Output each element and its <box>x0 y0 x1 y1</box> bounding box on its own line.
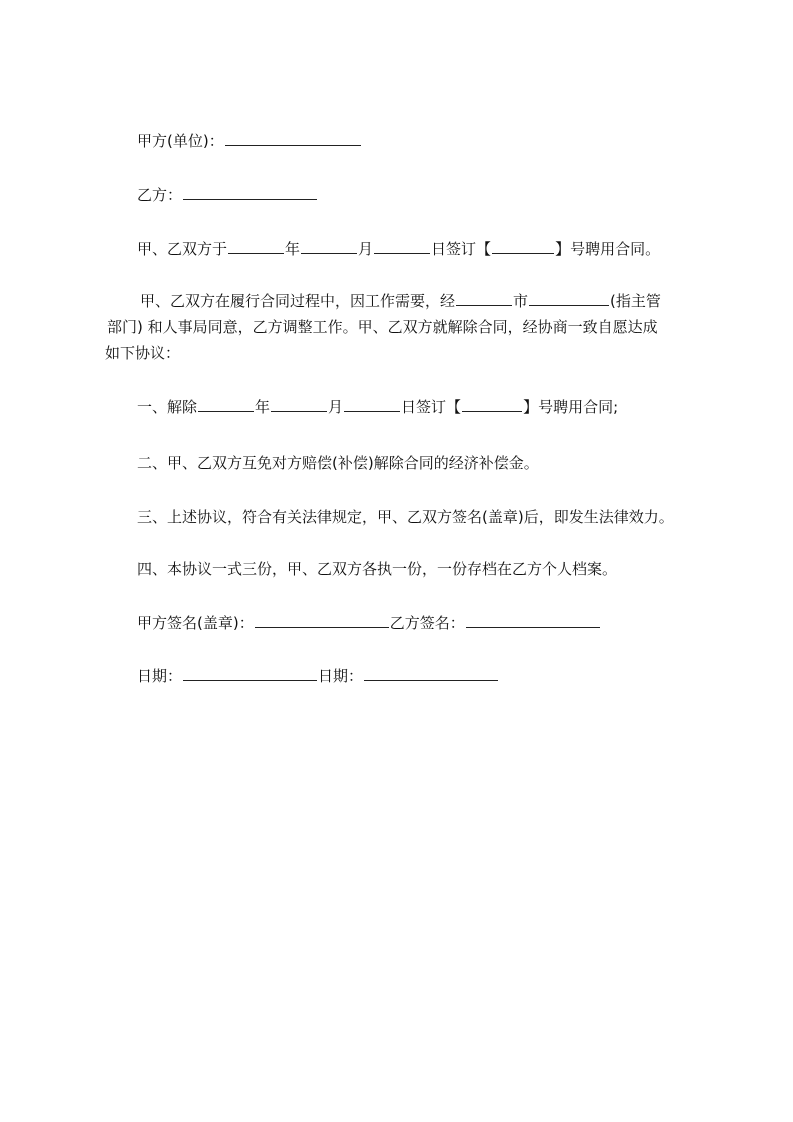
clause-1-line <box>137 396 618 418</box>
intro-suffix: 】号聘用合同。 <box>555 240 661 258</box>
body-line2-text: 部门) 和人事局同意，乙方调整工作。甲、乙双方就解除合同，经协商一致自愿达成 <box>107 318 658 336</box>
intro-line <box>137 238 660 260</box>
body-line3-text: 如下协议： <box>105 344 181 362</box>
date-a-blank[interactable] <box>183 665 317 681</box>
clause4-text: 四、本协议一式三份，甲、乙双方各执一份，一份存档在乙方个人档案。 <box>137 560 618 578</box>
body-line1-part2: (指主管 <box>610 292 661 310</box>
date-a-label: 日期： <box>137 667 183 685</box>
body-line-2 <box>107 316 658 338</box>
party-a-sign-label: 甲方签名(盖章)： <box>137 614 254 632</box>
date-line <box>137 665 499 687</box>
clause2-text: 二、甲、乙双方互免对方赔偿(补偿)解除合同的经济补偿金。 <box>137 454 539 472</box>
body-city-blank[interactable] <box>529 290 609 306</box>
clause1-prefix: 一、解除 <box>137 398 198 416</box>
clause1-day-label: 日签订【 <box>401 398 462 416</box>
party-b-label: 乙方： <box>137 186 183 204</box>
clause1-month-blank[interactable] <box>271 396 327 412</box>
clause-3-line <box>137 506 674 528</box>
party-a-sign-blank[interactable] <box>255 612 389 628</box>
intro-day-label: 日签订【 <box>431 240 492 258</box>
clause1-month-label: 月 <box>328 398 344 416</box>
party-a-line <box>137 130 362 152</box>
date-b-label: 日期： <box>318 667 364 685</box>
clause-4-line <box>137 558 617 580</box>
party-b-sign-label: 乙方签名： <box>389 614 465 632</box>
clause1-contract-no-blank[interactable] <box>462 396 522 412</box>
party-b-blank[interactable] <box>183 184 317 200</box>
body-city-label: 市 <box>513 292 529 310</box>
intro-month-blank[interactable] <box>301 238 357 254</box>
clause1-day-blank[interactable] <box>344 396 400 412</box>
body-line1-part1: 甲、乙双方在履行合同过程中，因工作需要，经 <box>140 292 456 310</box>
date-b-blank[interactable] <box>364 665 498 681</box>
signature-line <box>137 612 601 634</box>
intro-day-blank[interactable] <box>374 238 430 254</box>
body-line-3 <box>105 342 180 364</box>
clause3-text: 三、上述协议，符合有关法律规定，甲、乙双方签名(盖章)后，即发生法律效力。 <box>137 508 674 526</box>
intro-prefix: 甲、乙双方于 <box>137 240 228 258</box>
intro-contract-no-blank[interactable] <box>492 238 554 254</box>
clause1-year-label: 年 <box>255 398 271 416</box>
intro-month-label: 月 <box>358 240 374 258</box>
clause-2-line <box>137 452 539 474</box>
body-agency-blank[interactable] <box>456 290 512 306</box>
clause1-suffix: 】号聘用合同; <box>523 398 619 416</box>
party-a-label: 甲方(单位)： <box>137 132 224 150</box>
party-b-line <box>137 184 318 206</box>
intro-year-label: 年 <box>285 240 301 258</box>
clause1-year-blank[interactable] <box>198 396 254 412</box>
body-line-1 <box>140 290 661 312</box>
party-a-blank[interactable] <box>225 130 361 146</box>
party-b-sign-blank[interactable] <box>466 612 600 628</box>
intro-year-blank[interactable] <box>228 238 284 254</box>
